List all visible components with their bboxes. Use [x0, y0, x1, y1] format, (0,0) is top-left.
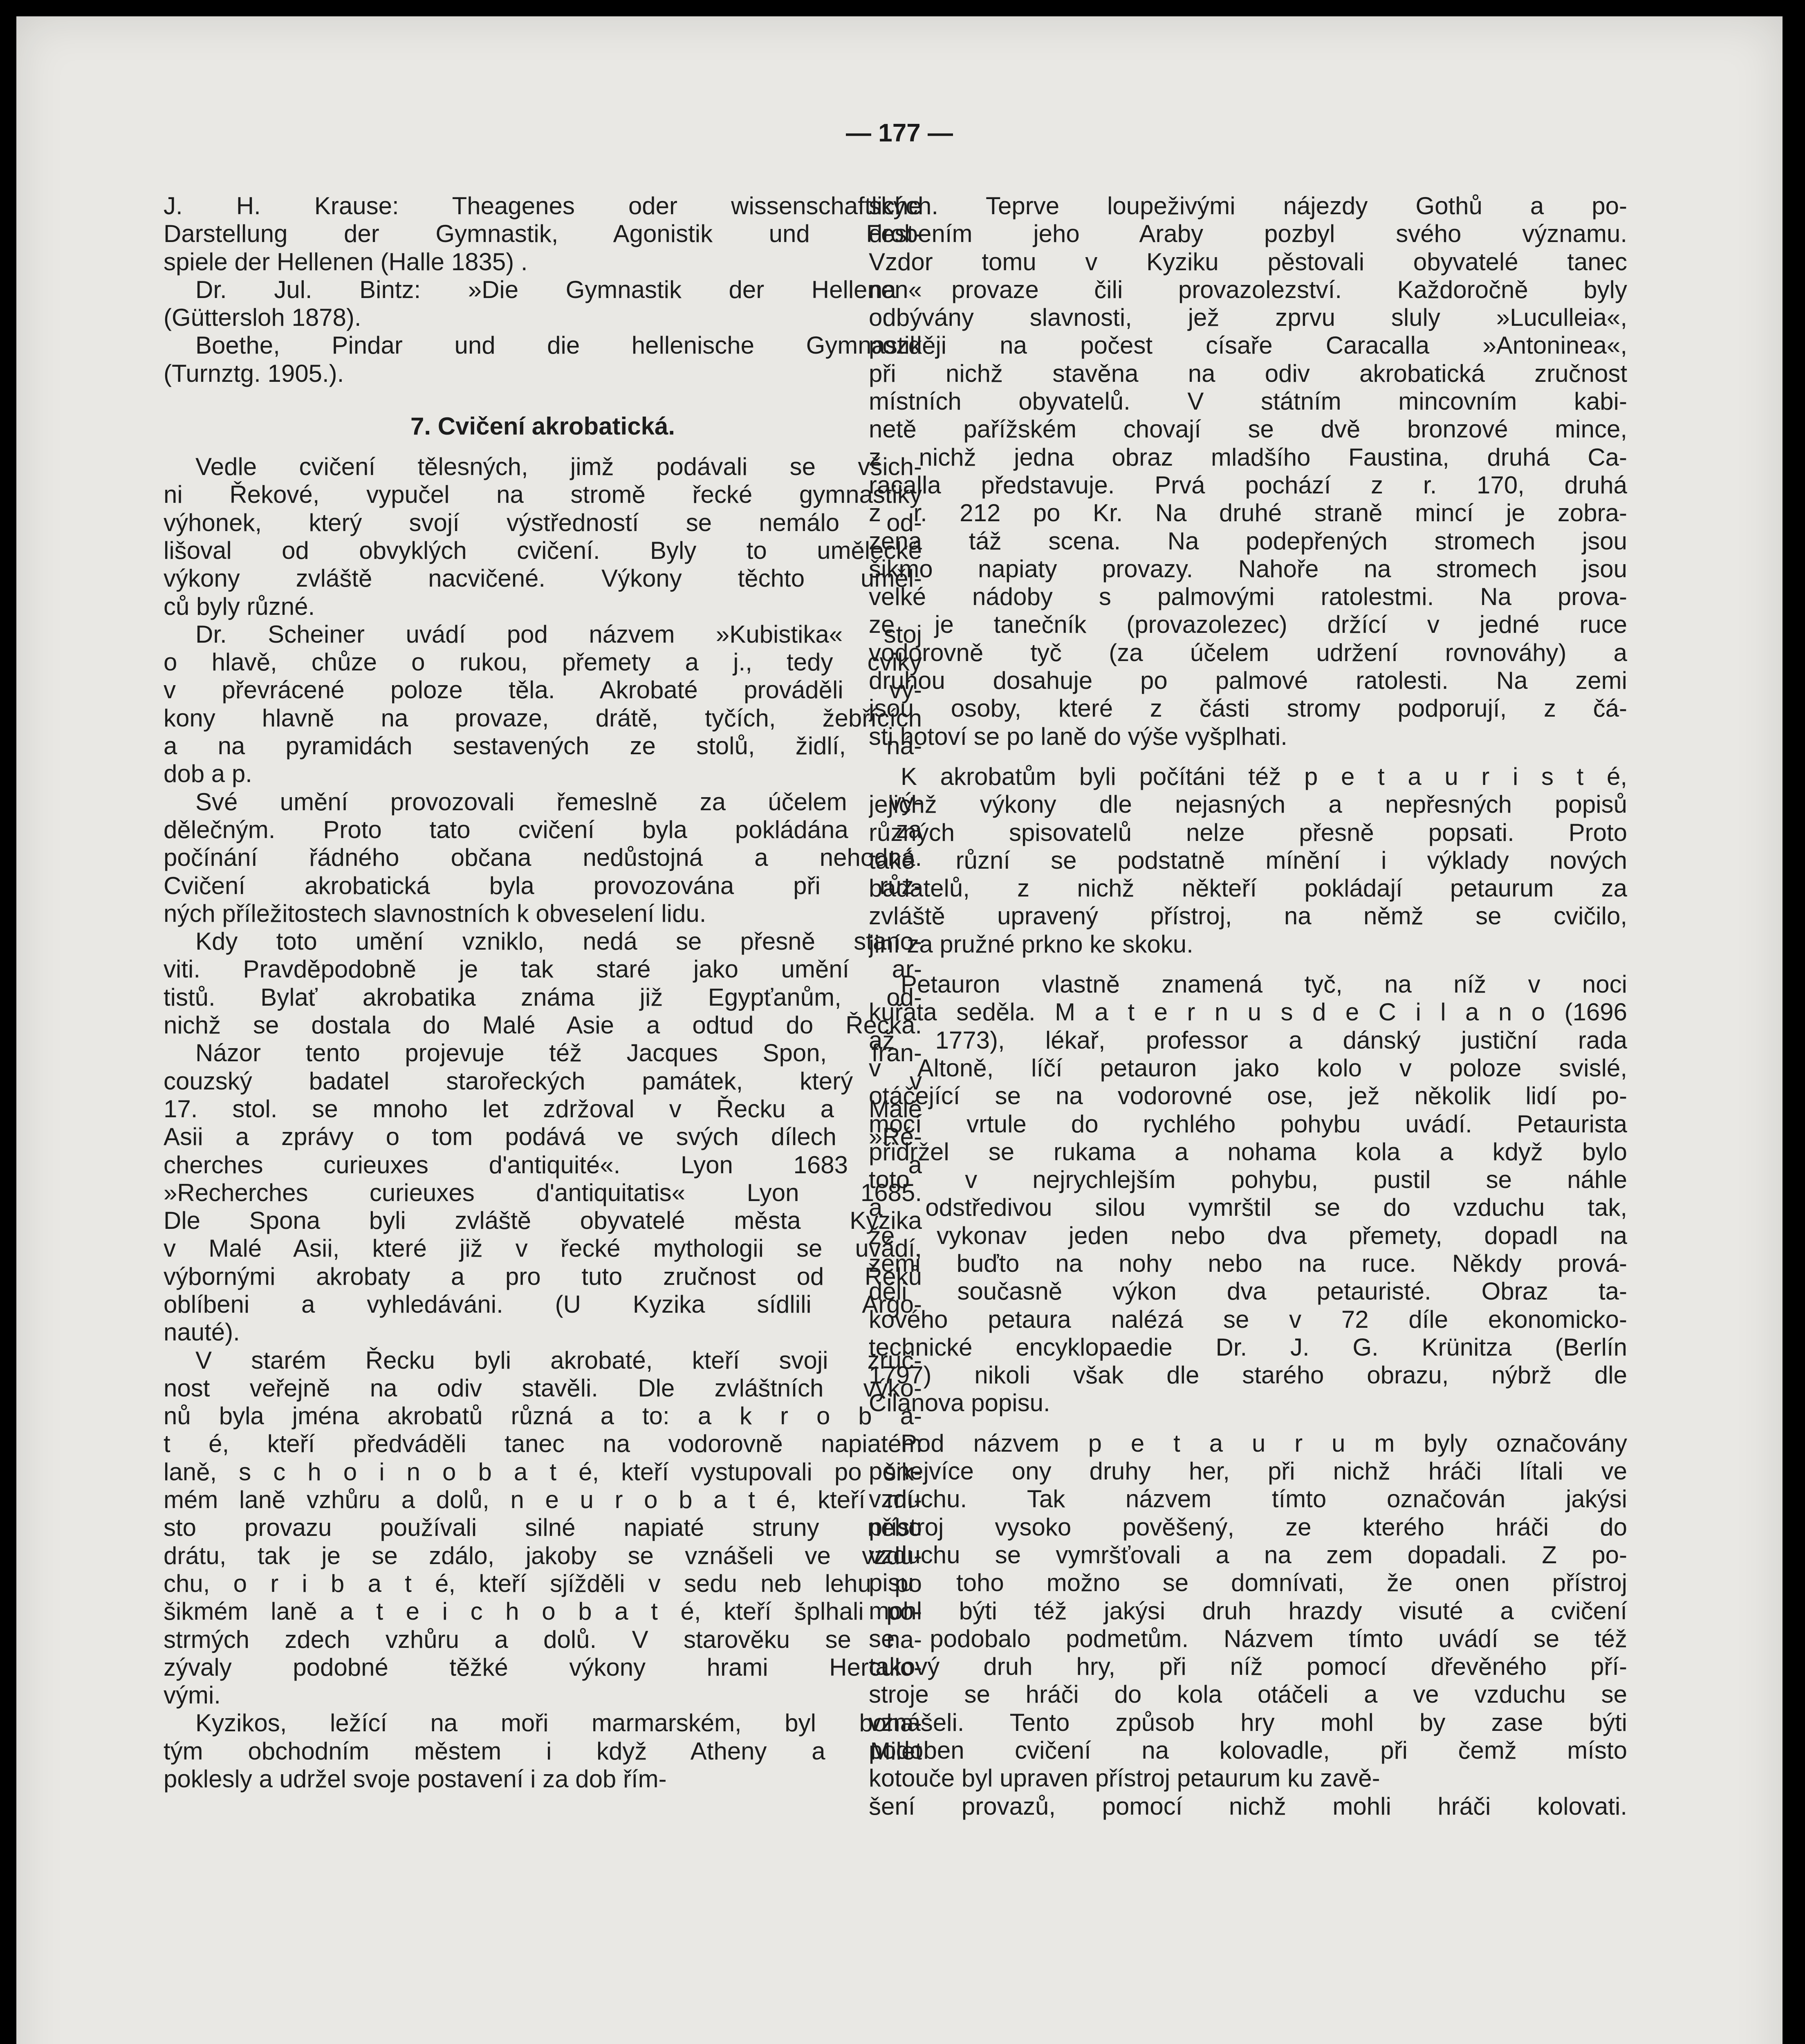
text-line: děli současně výkon dva petauristé. Obraz ta-: [869, 1278, 1627, 1305]
text-line: nichž se dostala do Malé Asie a odtud do Řecka.: [164, 1011, 922, 1039]
text-line: Vzdor tomu v Kyziku pěstovali obyvatelé tanec: [869, 248, 1627, 276]
text-line: až 1773), lékař, professor a dánský justiční rada: [869, 1026, 1627, 1054]
text-line: v Malé Asii, které již v řecké mythologii se uvádí,: [164, 1235, 922, 1262]
text-line: mocí vrtule do rychlého pohybu uvádí. Petaurista: [869, 1110, 1627, 1138]
text-line: šení provazů, pomocí nichž mohli hráči kolovati.: [869, 1792, 1627, 1820]
text-line: (Turnztg. 1905.).: [164, 359, 344, 387]
text-line: nauté).: [164, 1318, 240, 1346]
paragraph-gap: [869, 1417, 1627, 1430]
text-line: 1797) nikoli však dle starého obrazu, nýbrž dle: [869, 1361, 1627, 1389]
page-number: — 177 —: [846, 119, 953, 147]
text-line: drátu, tak je se zdálo, jakoby se vznášeli ve vzdu-: [164, 1542, 922, 1569]
text-line: netě pařížském chovají se dvě bronzové mince,: [869, 415, 1627, 443]
text-line: vzduchu se vymršťovali a na zem dopadali. Z po-: [869, 1541, 1627, 1569]
text-line: ců byly různé.: [164, 592, 315, 620]
text-line: Dle Spona byli zvláště obyvatelé města Kyzika: [164, 1207, 922, 1235]
text-line: sti hotoví se po laně do výše vyšplhati.: [869, 722, 1287, 750]
text-line: Cvičení akrobatická byla provozována při růz-: [164, 872, 922, 899]
text-line: šikmém laně a t e i c h o b a t é, kteří šplhali po-: [164, 1598, 922, 1625]
text-line: vznášeli. Tento způsob hry mohl by zase býti: [869, 1708, 1627, 1736]
text-line: Pod názvem p e t a u r u m byly označovány: [901, 1429, 1627, 1457]
text-line: zena táž scena. Na podepřených stromech jsou: [869, 527, 1627, 555]
paragraph-gap: [869, 751, 1627, 763]
text-line: kuřata seděla. M a t e r n u s d e C i l a n o (1696: [869, 998, 1627, 1026]
text-line: dělečným. Proto tato cvičení byla pokládána za: [164, 816, 922, 843]
text-line: lišoval od obvyklých cvičení. Byly to umělecké: [164, 536, 922, 564]
text-line: »Recherches curieuxes d'antiquitatis« Lyon 1685.: [164, 1179, 922, 1206]
text-line: nost veřejně na odiv stavěli. Dle zvláštních výko-: [164, 1374, 922, 1402]
section-heading: 7. Cvičení akrobatická.: [410, 412, 675, 440]
text-line: oblíbeni a vyhledáváni. (U Kyzika sídlili Argo-: [164, 1290, 922, 1318]
text-line: chu, o r i b a t é, kteří sjížděli v sedu neb lehu po: [164, 1569, 922, 1597]
scan-border: [1783, 0, 1805, 2044]
text-line: K akrobatům byli počítáni též p e t a u r i s t é,: [901, 762, 1627, 790]
paragraph-gap: [164, 388, 922, 400]
text-line: vodorovně tyč (za účelem udržení rovnováhy) a: [869, 639, 1627, 666]
text-line: 17. stol. se mnoho let zdržoval v Řecku a Malé: [164, 1095, 922, 1123]
text-line: J. H. Krause: Theagenes oder wissenschaftliche: [164, 192, 922, 220]
text-line: vými.: [164, 1681, 221, 1709]
text-line: technické encyklopaedie Dr. J. G. Krünitza (Berlín: [869, 1333, 1627, 1361]
text-line: zemi buďto na nohy nebo na ruce. Někdy prová-: [869, 1249, 1627, 1277]
text-line: později na počest císaře Caracalla »Antoninea«,: [869, 332, 1627, 359]
text-line: t é, kteří předváděli tanec na vodorovně napiatém: [164, 1430, 922, 1458]
left-column: [164, 192, 922, 1793]
text-line: že vykonav jeden nebo dva přemety, dopadl na: [869, 1221, 1627, 1249]
text-line: toto v nejrychlejším pohybu, pustil se náhle: [869, 1166, 1627, 1194]
text-line: se podobalo podmetům. Názvem tímto uvádí se též: [869, 1625, 1627, 1652]
text-line: ni Řekové, vypučel na stromě řecké gymnastiky: [164, 481, 922, 509]
text-line: viti. Pravděpodobně je tak staré jako umění ar-: [164, 955, 922, 983]
text-line: V starém Řecku byli akrobaté, kteří svoji zruč-: [195, 1346, 922, 1374]
text-line: strmých zdech vzhůru a dolů. V starověku se na-: [164, 1625, 922, 1653]
text-line: mohl býti též jakýsi druh hrazdy visuté a cvičení: [869, 1597, 1627, 1625]
text-line: ských. Teprve loupeživými nájezdy Gothů a po-: [869, 192, 1627, 220]
text-line: a na pyramidách sestavených ze stolů, židlí, ná-: [164, 732, 922, 760]
text-line: badatelů, z nichž někteří pokládají petaurum za: [869, 874, 1627, 902]
text-line: ných příležitostech slavnostních k obveselení lidu.: [164, 899, 706, 927]
text-line: kony hlavně na provaze, drátě, tyčích, žebřících: [164, 704, 922, 732]
text-line: z r. 212 po Kr. Na druhé straně mincí je zobra-: [869, 499, 1627, 527]
text-line: Cilanova popisu.: [869, 1389, 1050, 1417]
text-line: mém laně vzhůru a dolů, n e u r o b a t é, kteří mí-: [164, 1486, 922, 1514]
text-line: ponejvíce ony druhy her, při nichž hráči lítali ve: [869, 1457, 1627, 1485]
text-line: velké nádoby s palmovými ratolestmi. Na prova-: [869, 583, 1627, 611]
text-line: (Güttersloh 1878).: [164, 304, 361, 332]
text-line: poklesly a udržel svoje postavení i za dob řím-: [164, 1765, 667, 1793]
text-line: v Altoně, líčí petauron jako kolo v poloze svislé,: [869, 1054, 1627, 1082]
text-line: jiní za pružné prkno ke skoku.: [869, 930, 1193, 958]
paragraph-gap: [869, 958, 1627, 970]
text-line: couzský badatel starořeckých památek, který v: [164, 1067, 922, 1095]
text-line: místních obyvatelů. V státním mincovním kabi-: [869, 388, 1627, 415]
text-line: výhonek, který svojí výstředností se nemálo od-: [164, 509, 922, 536]
text-line: racalla představuje. Prvá pochází z r. 170, druhá: [869, 471, 1627, 499]
text-line: přidržel se rukama a nohama kola a když bylo: [869, 1138, 1627, 1165]
text-line: počínání řádného občana nedůstojná a nehodná.: [164, 844, 922, 872]
text-line: Dr. Scheiner uvádí pod názvem »Kubistika« stoj: [195, 620, 922, 648]
text-line: výbornými akrobaty a pro tuto zručnost od Řeků: [164, 1262, 922, 1290]
text-line: také různí se podstatně mínění i výklady nových: [869, 846, 1627, 874]
right-column: [869, 192, 1627, 1820]
text-line: pisu toho možno se domnívati, že onen přístroj: [869, 1569, 1627, 1597]
text-line: různých spisovatelů nelze přesně popsati. Proto: [869, 818, 1627, 846]
text-line: Vedle cvičení tělesných, jimž podávali se všich-: [195, 453, 922, 481]
text-line: jejichž výkony dle nejasných a nepřesných popisů: [869, 791, 1627, 818]
text-line: vzduchu. Tak názvem tímto označován jakýsi: [869, 1485, 1627, 1513]
text-line: stroje se hráči do kola otáčeli a ve vzduchu se: [869, 1681, 1627, 1708]
text-line: sto provazu používali silné napiaté struny nebo: [164, 1514, 922, 1542]
text-line: Kdy toto umění vzniklo, nedá se přesně stano-: [195, 928, 922, 955]
text-line: Své umění provozovali řemeslně za účelem vý-: [195, 788, 922, 816]
text-line: v převrácené poloze těla. Akrobaté prováděli vý-: [164, 676, 922, 704]
text-line: Asii a zprávy o tom podává ve svých dílech »Ré-: [164, 1123, 922, 1151]
text-line: zývaly podobné těžké výkony hrami Herculo-: [164, 1653, 922, 1681]
text-line: cherches curieuxes d'antiquité«. Lyon 1683 a: [164, 1151, 922, 1179]
text-line: tistů. Bylať akrobatika známa již Egypťanům, od-: [164, 983, 922, 1011]
text-line: kového petaura nalézá se v 72 díle ekonomicko-: [869, 1305, 1627, 1333]
text-line: Darstellung der Gymnastik, Agonistik und Fest-: [164, 220, 922, 248]
text-line: jsou osoby, které z části stromy podporují, z čá-: [869, 695, 1627, 722]
text-line: nů byla jména akrobatů různá a to: a k r o b a-: [164, 1402, 922, 1430]
text-line: Kyzikos, ležící na moři marmarském, byl boha-: [195, 1709, 922, 1737]
text-line: kotouče byl upraven přístroj petaurum ku zavě-: [869, 1764, 1380, 1792]
text-line: ze je tanečník (provazolezec) držící v jedné ruce: [869, 611, 1627, 639]
text-line: otáčející se na vodorovné ose, jež několik lidí po-: [869, 1082, 1627, 1110]
text-line: drobením jeho Araby pozbyl svého významu.: [869, 220, 1627, 248]
scanned-page: [16, 16, 1783, 2044]
text-line: takový druh hry, při níž pomocí dřevěného pří-: [869, 1653, 1627, 1681]
text-line: dob a p.: [164, 760, 252, 788]
text-line: zvláště upravený přístroj, na němž se cvičilo,: [869, 902, 1627, 930]
text-line: Dr. Jul. Bintz: »Die Gymnastik der Hellenen«: [195, 276, 922, 303]
text-line: podoben cvičení na kolovadle, při čemž místo: [869, 1737, 1627, 1764]
text-line: spiele der Hellenen (Halle 1835) .: [164, 248, 528, 276]
text-line: Boethe, Pindar und die hellenische Gymnastik: [195, 332, 922, 359]
text-line: o hlavě, chůze o rukou, přemety a j., tedy cviky: [164, 648, 922, 676]
text-line: z nichž jedna obraz mladšího Faustina, druhá Ca-: [869, 443, 1627, 471]
text-line: a odstředivou silou vymrštil se do vzduchu tak,: [869, 1194, 1627, 1221]
text-line: při nichž stavěna na odiv akrobatická zručnost: [869, 359, 1627, 387]
text-line: šikmo napiaty provazy. Nahoře na stromech jsou: [869, 555, 1627, 583]
text-line: druhou dosahuje po palmové ratolesti. Na zemi: [869, 667, 1627, 695]
text-line: Názor tento projevuje též Jacques Spon, fran-: [195, 1039, 922, 1067]
text-line: laně, s c h o i n o b a t é, kteří vystupovali po šik-: [164, 1458, 922, 1486]
text-line: přístroj vysoko pověšený, ze kterého hráči do: [869, 1513, 1627, 1541]
text-line: tým obchodním městem i když Atheny a Milet: [164, 1737, 922, 1765]
text-line: Petauron vlastně znamená tyč, na níž v noci: [901, 970, 1627, 998]
text-line: výkony zvláště nacvičené. Výkony těchto uměl-: [164, 565, 922, 592]
text-line: odbývány slavnosti, jež zprvu sluly »Luculleia«,: [869, 304, 1627, 332]
text-line: na provaze čili provazolezství. Každoročně byly: [869, 276, 1627, 303]
